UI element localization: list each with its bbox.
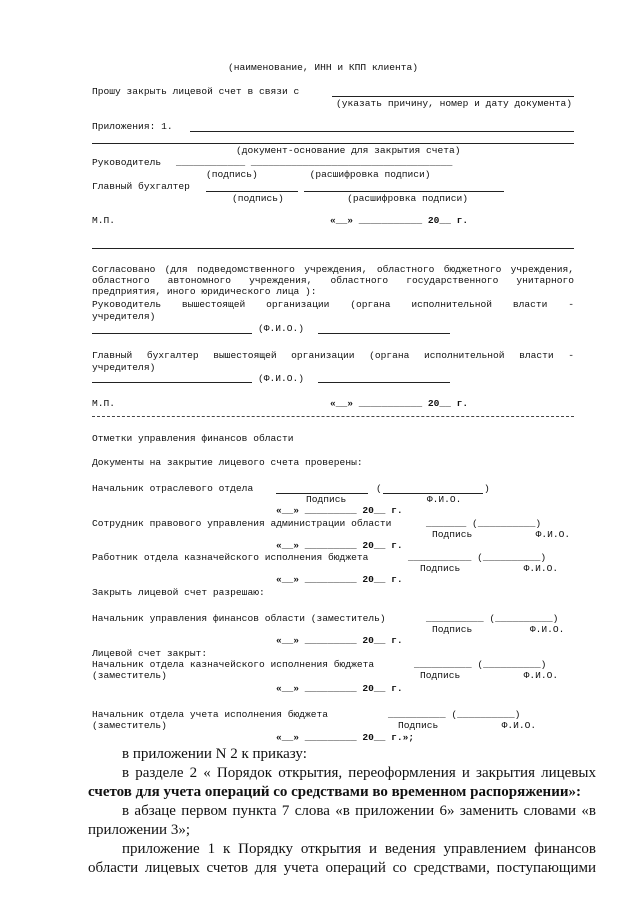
row2-label: Сотрудник правового управления администрации области: [92, 518, 392, 529]
reason-caption: (указать причину, номер и дату документа): [336, 98, 573, 109]
agreed-acc-text2: учредителя): [92, 362, 156, 373]
row1-paren-open: (: [376, 483, 382, 494]
row2-captions: Подпись Ф.И.О.: [432, 529, 571, 540]
body-paragraph-2-line-1: в разделе 2 « Порядок открытия, переоформления и закрытия лицевых: [122, 765, 596, 781]
agreed-head-text: Руководитель вышестоящей организации (органа исполнительной власти -: [92, 299, 574, 310]
closed-label: Лицевой счет закрыт:: [92, 648, 208, 659]
stamp-mp-1: М.П.: [92, 215, 116, 226]
attachments-label: Приложения: 1.: [92, 121, 173, 132]
director-blank: ____________ ___________________________________: [176, 157, 453, 168]
row5-captions: Подпись Ф.И.О.: [420, 670, 559, 681]
agreed-head-fio: (Ф.И.О.): [258, 323, 305, 334]
body-paragraph-3-line-2: приложении 3»;: [88, 822, 190, 838]
agreed-acc-sign-field: [92, 382, 252, 383]
row1-date: «__» _________ 20__ г.: [276, 505, 403, 516]
director-captions: (подпись) (расшифровка подписи): [206, 169, 431, 180]
agreed-acc-text: Главный бухгалтер вышестоящей организации (органа исполнительной власти -: [92, 350, 574, 361]
accountant-sign-field: [206, 191, 298, 192]
row6-blank: __________ (__________): [388, 709, 521, 720]
body-paragraph-3-line-1: в абзаце первом пункта 7 слова «в приложении 6» заменить словами «в: [122, 803, 596, 819]
row4-captions: Подпись Ф.И.О.: [432, 624, 565, 635]
row3-captions: Подпись Ф.И.О.: [420, 563, 559, 574]
agreed-text: Согласовано (для подведомственного учреждения, областного бюджетного учреждения, областного автономного учреждения, областного государственного унитарного предприятия, иного юридического лица ):: [92, 264, 574, 297]
row6-captions: Подпись Ф.И.О.: [398, 720, 537, 731]
row4-label: Начальник управления финансов области (заместитель): [92, 613, 386, 624]
row4-blank: __________ (__________): [426, 613, 559, 624]
stamp-date-1: «__» ___________ 20__ г.: [330, 215, 469, 226]
dashed-separator: [92, 416, 574, 417]
accountant-name-field: [304, 191, 504, 192]
row5-date: «__» _________ 20__ г.: [276, 683, 403, 694]
request-label: Прошу закрыть лицевой счет в связи с: [92, 86, 300, 97]
row2-date: «__» _________ 20__ г.: [276, 540, 403, 551]
row5-label: Начальник отдела казначейского исполнения бюджета: [92, 659, 375, 670]
row1-captions: Подпись Ф.И.О.: [306, 494, 462, 505]
row6-label: Начальник отдела учета исполнения бюджета: [92, 709, 329, 720]
body-paragraph-4-line-2: области лицевых счетов для учета операций со средствами, поступающими: [88, 860, 596, 876]
stamp-date-2: «__» ___________ 20__ г.: [330, 398, 469, 409]
agreed-head-text2: учредителя): [92, 311, 156, 322]
row1-paren-close: ): [484, 483, 490, 494]
row6-label2: (заместитель): [92, 720, 167, 731]
row1-label: Начальник отраслевого отдела: [92, 483, 254, 494]
agreed-acc-fio: (Ф.И.О.): [258, 373, 305, 384]
stamp-mp-2: М.П.: [92, 398, 116, 409]
finance-title: Отметки управления финансов области: [92, 433, 294, 444]
finance-checked: Документы на закрытие лицевого счета проверены:: [92, 457, 363, 468]
attachment-field-2: [92, 143, 574, 144]
agreed-acc-name-field: [318, 382, 450, 383]
row2-blank: _______ (__________): [426, 518, 542, 529]
row4-date: «__» _________ 20__ г.: [276, 635, 403, 646]
accountant-label: Главный бухгалтер: [92, 181, 190, 192]
permit-label: Закрыть лицевой счет разрешаю:: [92, 587, 265, 598]
body-paragraph-1: в приложении N 2 к приказу:: [122, 746, 307, 762]
accountant-captions: (подпись) (расшифровка подписи): [232, 193, 469, 204]
attachments-caption: (документ-основание для закрытия счета): [236, 145, 461, 156]
attachment-field-1: [190, 131, 574, 132]
row3-blank: ___________ (__________): [408, 552, 547, 563]
row3-label: Работник отдела казначейского исполнения бюджета: [92, 552, 369, 563]
separator-line: [92, 248, 574, 249]
row5-blank: __________ (__________): [414, 659, 547, 670]
row3-date: «__» _________ 20__ г.: [276, 574, 403, 585]
body-paragraph-4-line-1: приложение 1 к Порядку открытия и ведения управлением финансов: [122, 841, 596, 857]
director-label: Руководитель: [92, 157, 162, 168]
reason-field: [332, 96, 574, 97]
agreed-head-name-field: [318, 333, 450, 334]
client-caption: (наименование, ИНН и КПП клиента): [228, 62, 418, 73]
row6-date: «__» _________ 20__ г.»;: [276, 732, 415, 743]
body-paragraph-2-line-2: счетов для учета операций со средствами во временном распоряжении»:: [88, 784, 581, 800]
agreed-head-sign-field: [92, 333, 252, 334]
row5-label2: (заместитель): [92, 670, 167, 681]
